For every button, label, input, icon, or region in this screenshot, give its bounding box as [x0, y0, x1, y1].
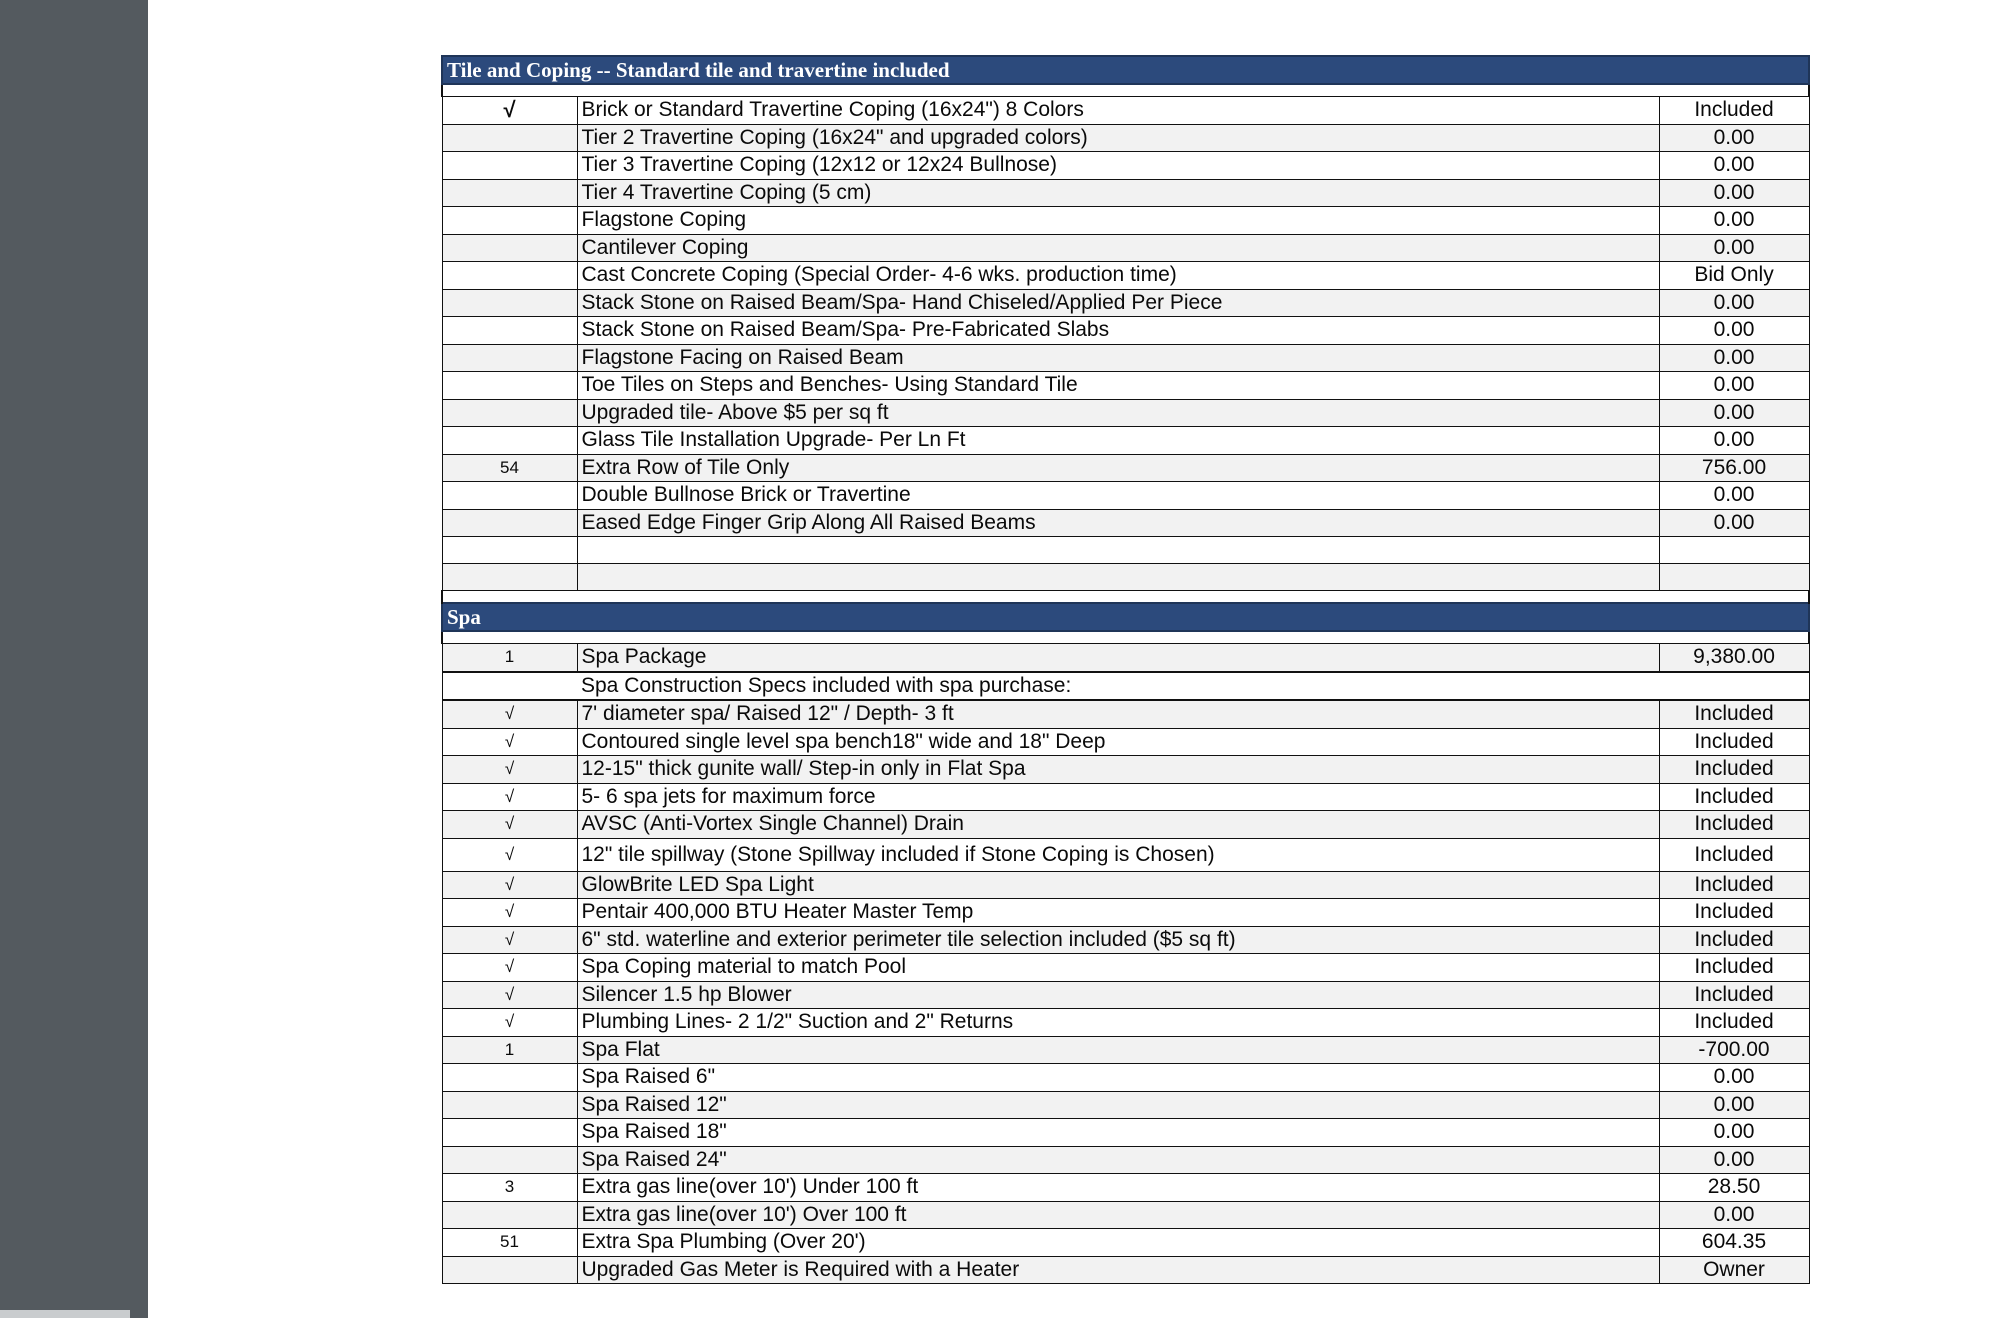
price-cell: 0.00 — [1659, 234, 1809, 262]
description-cell: Extra gas line(over 10') Under 100 ft — [577, 1174, 1659, 1202]
table-row — [442, 1064, 1809, 1092]
price-cell: 604.35 — [1659, 1229, 1809, 1257]
description-cell: Pentair 400,000 BTU Heater Master Temp — [577, 899, 1659, 927]
price-cell: 28.50 — [1659, 1174, 1809, 1202]
qty-cell — [442, 1256, 577, 1284]
price-cell: Included — [1659, 1009, 1809, 1037]
table-row — [442, 672, 1809, 701]
description-cell: Brick or Standard Travertine Coping (16x24") 8 Colors — [577, 97, 1659, 125]
price-cell — [1659, 564, 1809, 591]
price-cell: Included — [1659, 97, 1809, 125]
section-header — [442, 56, 1809, 84]
price-cell: 0.00 — [1659, 124, 1809, 152]
table-row — [442, 124, 1809, 152]
price-cell: Included — [1659, 783, 1809, 811]
price-cell: Included — [1659, 811, 1809, 839]
price-cell: Owner — [1659, 1256, 1809, 1284]
table-row — [442, 234, 1809, 262]
qty-cell — [442, 207, 577, 235]
qty-cell: 54 — [442, 454, 577, 482]
price-cell: Included — [1659, 728, 1809, 756]
price-cell: 0.00 — [1659, 509, 1809, 537]
section-title: Spa — [442, 603, 1809, 631]
description-cell: Stack Stone on Raised Beam/Spa- Hand Chiseled/Applied Per Piece — [577, 289, 1659, 317]
table-row — [442, 1256, 1809, 1284]
qty-cell: √ — [442, 1009, 577, 1037]
qty-cell — [442, 124, 577, 152]
qty-cell: √ — [442, 756, 577, 784]
price-cell: 756.00 — [1659, 454, 1809, 482]
description-cell: Contoured single level spa bench18" wide and 18" Deep — [577, 728, 1659, 756]
price-cell: 0.00 — [1659, 179, 1809, 207]
description-cell: Tier 2 Travertine Coping (16x24" and upgraded colors) — [577, 124, 1659, 152]
description-cell: Spa Raised 18" — [577, 1119, 1659, 1147]
qty-cell: √ — [442, 871, 577, 899]
qty-cell: 1 — [442, 1036, 577, 1064]
qty-cell — [442, 399, 577, 427]
description-cell: Spa Coping material to match Pool — [577, 954, 1659, 982]
price-cell: Included — [1659, 899, 1809, 927]
qty-cell — [442, 1064, 577, 1092]
table-row — [442, 372, 1809, 400]
price-cell: 0.00 — [1659, 1064, 1809, 1092]
qty-cell — [442, 262, 577, 290]
price-cell: 0.00 — [1659, 1091, 1809, 1119]
description-cell — [577, 537, 1659, 564]
table-row — [442, 289, 1809, 317]
price-cell: Included — [1659, 954, 1809, 982]
table-row — [442, 317, 1809, 345]
table-row — [442, 926, 1809, 954]
table-row — [442, 179, 1809, 207]
qty-cell: √ — [442, 700, 577, 728]
section-title: Tile and Coping -- Standard tile and travertine included — [442, 56, 1809, 84]
description-cell: GlowBrite LED Spa Light — [577, 871, 1659, 899]
qty-cell — [442, 317, 577, 345]
table-row — [442, 899, 1809, 927]
qty-cell — [442, 509, 577, 537]
table-row — [442, 700, 1809, 728]
table-row — [442, 454, 1809, 482]
table-row — [442, 152, 1809, 180]
viewer-rail-scroll-hint — [0, 1310, 130, 1318]
price-table — [441, 55, 1810, 1284]
description-cell — [577, 564, 1659, 591]
price-cell: Included — [1659, 838, 1809, 871]
description-cell: Spa Flat — [577, 1036, 1659, 1064]
price-cell: 0.00 — [1659, 1146, 1809, 1174]
qty-cell — [442, 564, 577, 591]
table-row — [442, 644, 1809, 672]
price-cell — [1659, 537, 1809, 564]
description-cell: Tier 3 Travertine Coping (12x12 or 12x24 Bullnose) — [577, 152, 1659, 180]
price-cell: -700.00 — [1659, 1036, 1809, 1064]
table-row — [442, 207, 1809, 235]
qty-cell: √ — [442, 926, 577, 954]
table-row — [442, 1146, 1809, 1174]
description-cell: 12" tile spillway (Stone Spillway included if Stone Coping is Chosen) — [577, 838, 1659, 871]
qty-cell: 3 — [442, 1174, 577, 1202]
price-cell: 0.00 — [1659, 399, 1809, 427]
qty-cell: √ — [442, 811, 577, 839]
section-header — [442, 603, 1809, 631]
qty-cell — [442, 234, 577, 262]
table-row — [442, 1229, 1809, 1257]
table-row — [442, 399, 1809, 427]
price-cell: Bid Only — [1659, 262, 1809, 290]
table-row — [442, 262, 1809, 290]
price-cell: 0.00 — [1659, 152, 1809, 180]
table-row — [442, 954, 1809, 982]
description-cell: Spa Raised 6" — [577, 1064, 1659, 1092]
table-row — [442, 1009, 1809, 1037]
description-cell: 6" std. waterline and exterior perimeter tile selection included ($5 sq ft) — [577, 926, 1659, 954]
section-gap — [442, 591, 1809, 604]
table-row — [442, 871, 1809, 899]
price-sheet — [441, 55, 1808, 1284]
description-cell: Upgraded tile- Above $5 per sq ft — [577, 399, 1659, 427]
description-cell: Extra Row of Tile Only — [577, 454, 1659, 482]
table-row — [442, 756, 1809, 784]
description-cell: Toe Tiles on Steps and Benches- Using Standard Tile — [577, 372, 1659, 400]
qty-cell — [442, 344, 577, 372]
qty-cell — [442, 482, 577, 510]
qty-cell — [442, 1201, 577, 1229]
qty-cell — [442, 1091, 577, 1119]
qty-cell — [442, 537, 577, 564]
qty-cell: √ — [442, 838, 577, 871]
price-cell: 0.00 — [1659, 372, 1809, 400]
price-cell: Included — [1659, 871, 1809, 899]
description-cell: Plumbing Lines- 2 1/2" Suction and 2" Returns — [577, 1009, 1659, 1037]
table-row — [442, 1201, 1809, 1229]
description-cell: Flagstone Facing on Raised Beam — [577, 344, 1659, 372]
description-cell: Glass Tile Installation Upgrade- Per Ln Ft — [577, 427, 1659, 455]
qty-cell — [442, 1146, 577, 1174]
table-row — [442, 482, 1809, 510]
qty-cell: √ — [442, 899, 577, 927]
table-row — [442, 1036, 1809, 1064]
description-cell: Silencer 1.5 hp Blower — [577, 981, 1659, 1009]
description-cell: Spa Raised 24" — [577, 1146, 1659, 1174]
table-row — [442, 981, 1809, 1009]
description-cell: Extra gas line(over 10') Over 100 ft — [577, 1201, 1659, 1229]
qty-cell — [442, 152, 577, 180]
qty-cell: 51 — [442, 1229, 577, 1257]
table-row — [442, 564, 1809, 591]
description-cell: Upgraded Gas Meter is Required with a Heater — [577, 1256, 1659, 1284]
price-cell: Included — [1659, 981, 1809, 1009]
price-cell — [1659, 672, 1809, 701]
qty-cell — [442, 179, 577, 207]
description-cell: 12-15" thick gunite wall/ Step-in only in Flat Spa — [577, 756, 1659, 784]
table-row — [442, 537, 1809, 564]
table-row — [442, 783, 1809, 811]
qty-cell — [442, 427, 577, 455]
qty-cell: √ — [442, 954, 577, 982]
description-cell: Stack Stone on Raised Beam/Spa- Pre-Fabricated Slabs — [577, 317, 1659, 345]
price-cell: 9,380.00 — [1659, 644, 1809, 672]
qty-cell: √ — [442, 728, 577, 756]
qty-cell: √ — [442, 981, 577, 1009]
price-cell: Included — [1659, 756, 1809, 784]
price-cell: Included — [1659, 700, 1809, 728]
price-cell: 0.00 — [1659, 1201, 1809, 1229]
qty-cell: √ — [442, 97, 577, 125]
table-row — [442, 97, 1809, 125]
price-cell: 0.00 — [1659, 317, 1809, 345]
section-spacer — [442, 631, 1809, 644]
table-row — [442, 1174, 1809, 1202]
price-cell: 0.00 — [1659, 1119, 1809, 1147]
qty-cell — [442, 289, 577, 317]
price-cell: 0.00 — [1659, 289, 1809, 317]
description-cell: Spa Construction Specs included with spa purchase: — [577, 672, 1659, 701]
gap-cell — [442, 591, 1809, 604]
spacer-cell — [442, 631, 1809, 644]
description-cell: Cantilever Coping — [577, 234, 1659, 262]
section-spacer — [442, 84, 1809, 97]
qty-cell — [442, 672, 577, 701]
table-row — [442, 427, 1809, 455]
description-cell: Double Bullnose Brick or Travertine — [577, 482, 1659, 510]
table-row — [442, 1091, 1809, 1119]
table-row — [442, 344, 1809, 372]
qty-cell — [442, 372, 577, 400]
description-cell: AVSC (Anti-Vortex Single Channel) Drain — [577, 811, 1659, 839]
qty-cell: 1 — [442, 644, 577, 672]
table-row — [442, 811, 1809, 839]
description-cell: Spa Raised 12" — [577, 1091, 1659, 1119]
description-cell: Flagstone Coping — [577, 207, 1659, 235]
price-cell: Included — [1659, 926, 1809, 954]
price-cell: 0.00 — [1659, 482, 1809, 510]
price-cell: 0.00 — [1659, 427, 1809, 455]
description-cell: Extra Spa Plumbing (Over 20') — [577, 1229, 1659, 1257]
table-row — [442, 509, 1809, 537]
description-cell: 5- 6 spa jets for maximum force — [577, 783, 1659, 811]
description-cell: Tier 4 Travertine Coping (5 cm) — [577, 179, 1659, 207]
description-cell: Spa Package — [577, 644, 1659, 672]
qty-cell — [442, 1119, 577, 1147]
price-cell: 0.00 — [1659, 344, 1809, 372]
viewer-left-rail — [0, 0, 148, 1318]
qty-cell: √ — [442, 783, 577, 811]
table-row — [442, 838, 1809, 871]
table-row — [442, 1119, 1809, 1147]
description-cell: Eased Edge Finger Grip Along All Raised Beams — [577, 509, 1659, 537]
spacer-cell — [442, 84, 1809, 97]
price-cell: 0.00 — [1659, 207, 1809, 235]
description-cell: Cast Concrete Coping (Special Order- 4-6 wks. production time) — [577, 262, 1659, 290]
description-cell: 7' diameter spa/ Raised 12" / Depth- 3 ft — [577, 700, 1659, 728]
table-row — [442, 728, 1809, 756]
